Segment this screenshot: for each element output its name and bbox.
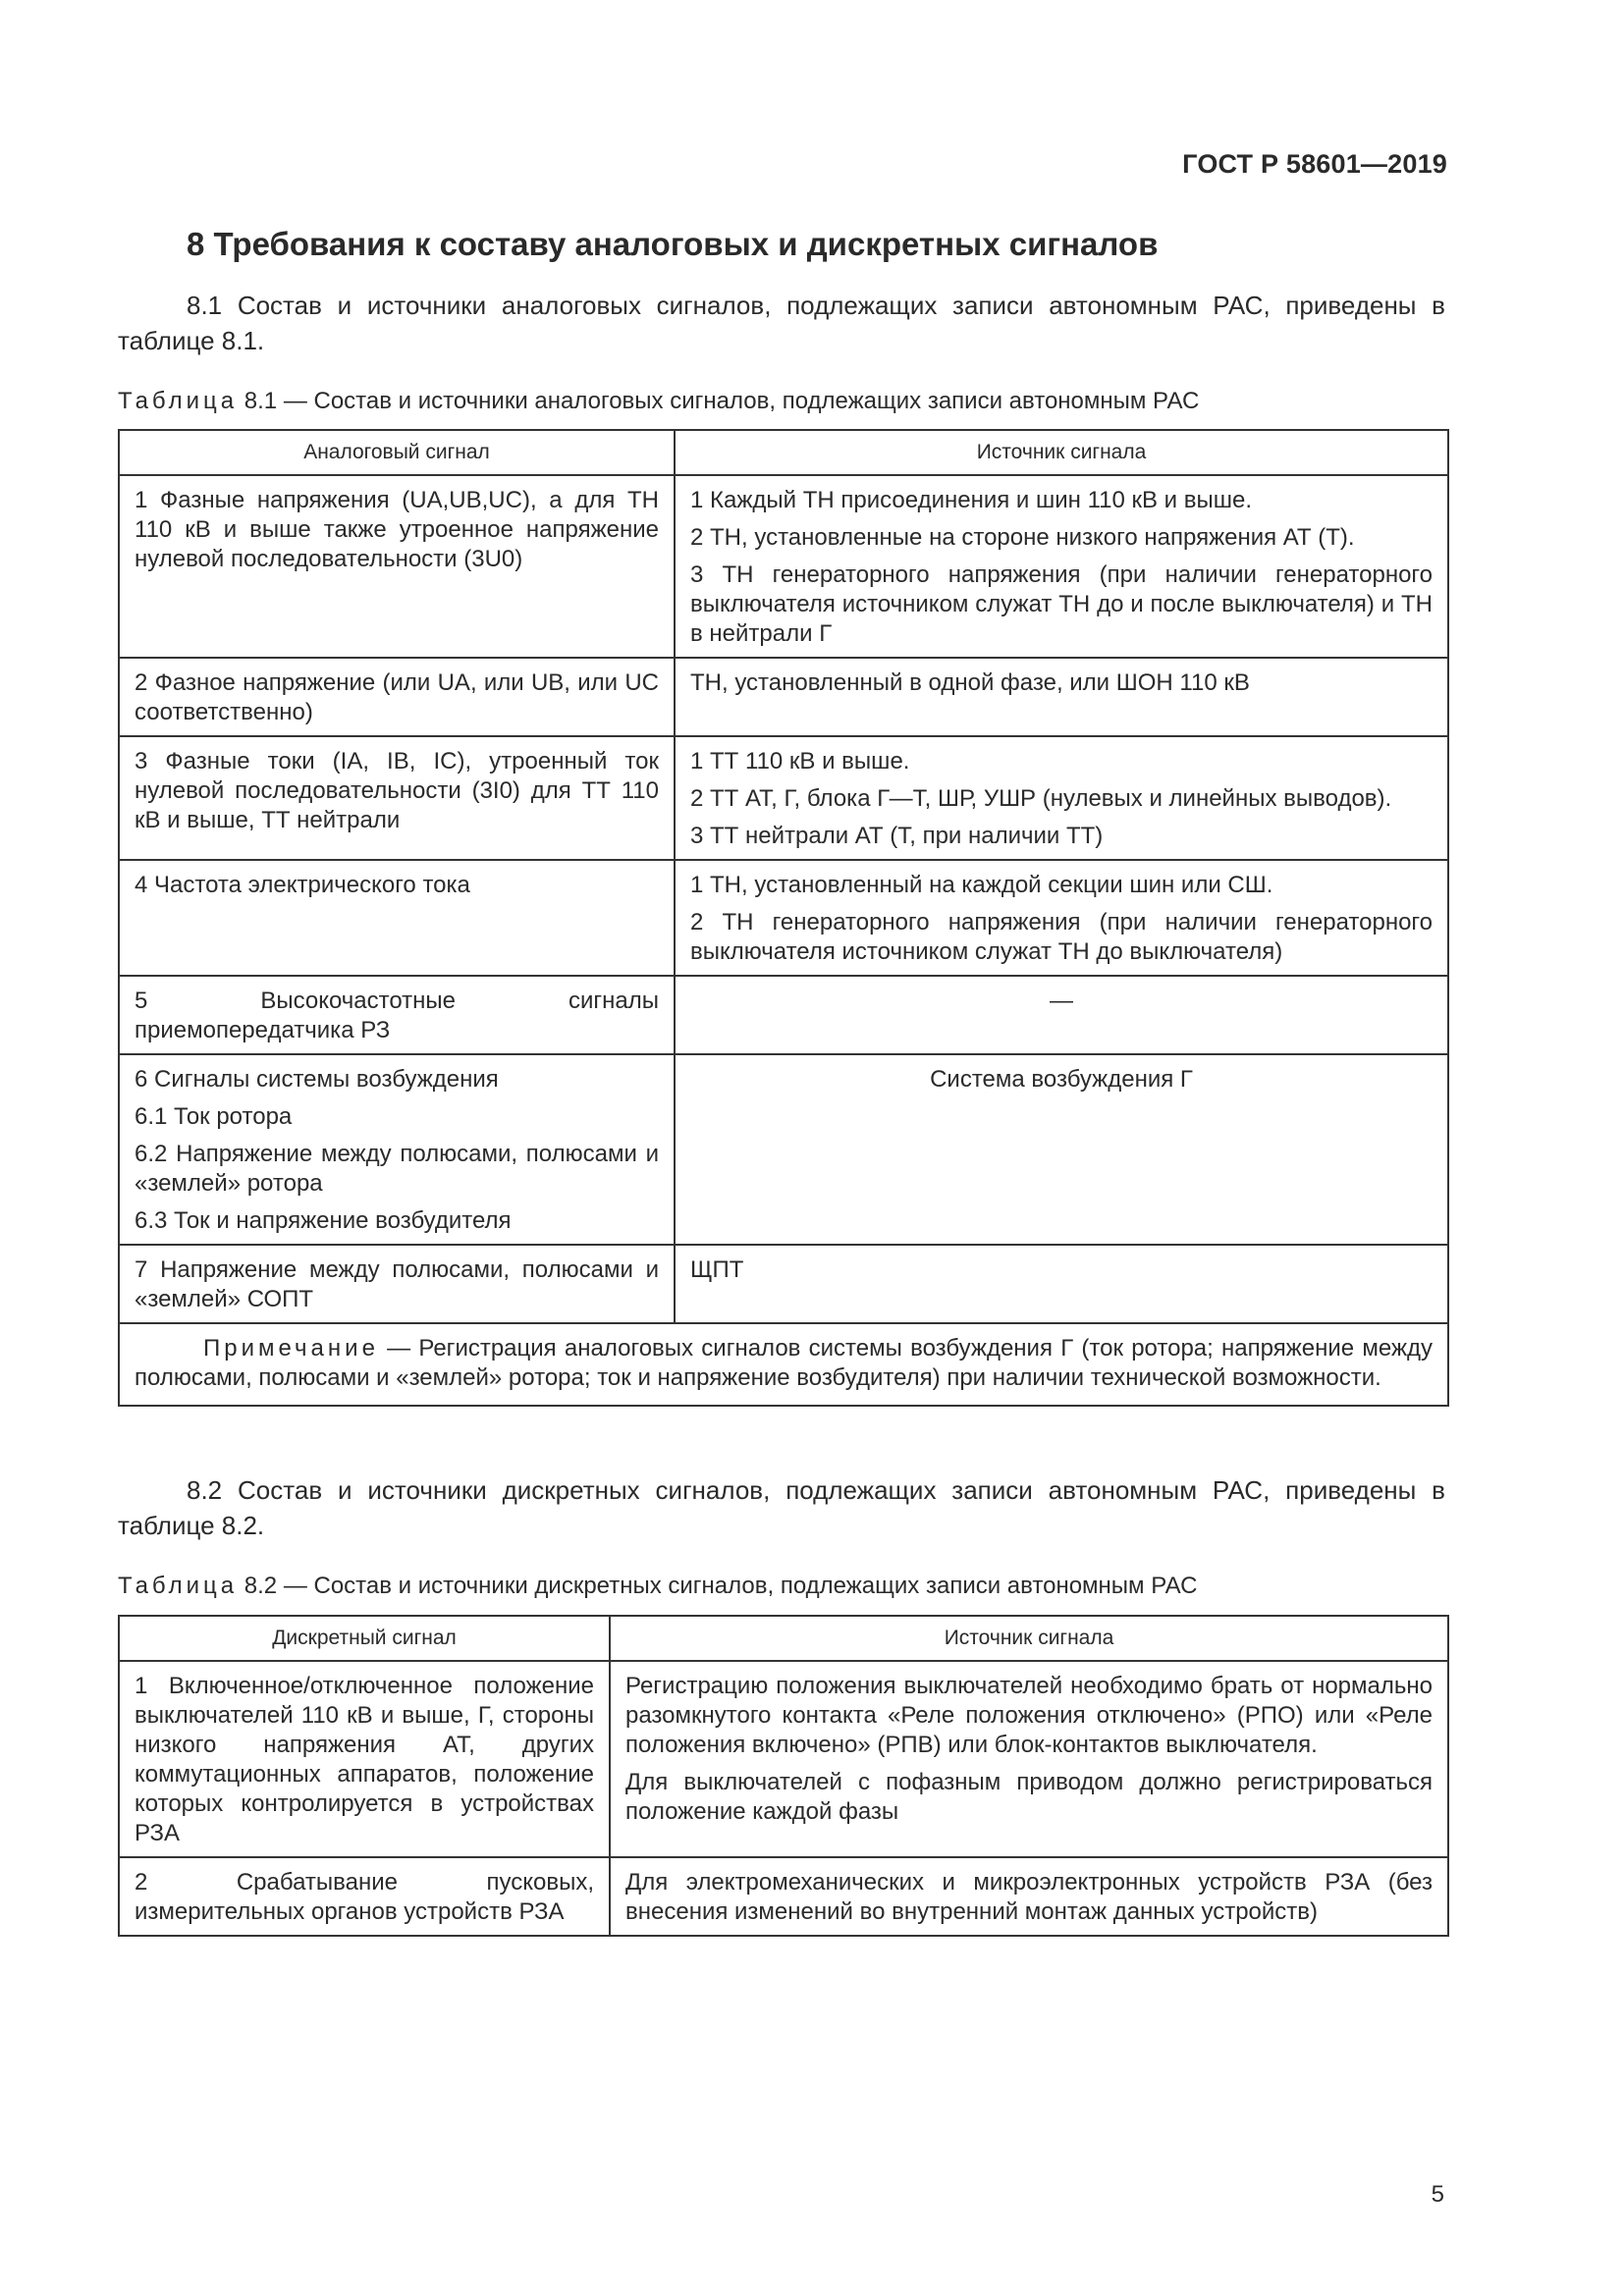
cell-text: 2 Срабатывание пусковых, измерительных органов устройств РЗА [135,1869,594,1925]
cell-text: 4 Частота электрического тока [135,872,470,898]
standard-code: ГОСТ Р 58601—2019 [1182,149,1447,179]
table-caption-text: 8.1 — Состав и источники аналоговых сигналов, подлежащих записи автономным РАС [244,388,1200,414]
cell-text: 6.1 Ток ротора [135,1103,293,1130]
signal-cell [119,976,675,1054]
table-8-1 [118,429,1449,1407]
cell-text: 5 Высокочастотные сигналы приемопередатчика РЗ [135,988,659,1043]
source-cell [675,1245,1448,1323]
cell-text: 1 Фазные напряжения (UA,UB,UC), а для ТН 110 кВ и выше также утроенное напряжение нулевой последовательности (3U0) [135,487,659,572]
cell-text: Для выключателей с пофазным приводом должно регистрироваться положение каждой фазы [625,1769,1433,1825]
table-row [119,860,1448,976]
source-cell [675,1054,1448,1245]
cell-text: 1 ТТ 110 кВ и выше. [690,748,910,774]
paragraph-8-2-text: 8.2 Состав и источники дискретных сигналов, подлежащих записи автономным РАС, приведены в таблице 8.2. [118,1475,1445,1540]
cell-text: 3 ТН генераторного напряжения (при наличии генераторного выключателя источником служат ТН до и после выключателя) и ТН в нейтрали Г [690,561,1433,647]
cell-text: 2 Фазное напряжение (или UA, или UB, или UC соответственно) [135,669,659,725]
cell-text: 7 Напряжение между полюсами, полюсами и «землей» СОПТ [135,1256,659,1312]
page-number: 5 [1431,2181,1444,2208]
cell-text: 3 ТТ нейтрали АТ (Т, при наличии ТТ) [690,823,1104,849]
column-header-signal: Аналоговый сигнал [119,430,675,475]
signal-cell [119,1661,610,1857]
source-cell [675,860,1448,976]
paragraph-8-2 [118,1472,1445,1543]
signal-cell [119,1054,675,1245]
cell-text: 6.3 Ток и напряжение возбудителя [135,1207,512,1234]
cell-text: 1 Включенное/отключенное положение выключателей 110 кВ и выше, Г, стороны низкого напряжения АТ, других коммутационных аппаратов, положение которых контролируется в устройствах РЗА [135,1673,594,1846]
column-header-source: Источник сигнала [675,430,1448,475]
source-cell [675,736,1448,860]
source-cell [610,1857,1448,1936]
table-row [119,658,1448,736]
table-row [119,1054,1448,1245]
cell-text: 2 ТТ АТ, Г, блока Г—Т, ШР, УШР (нулевых и линейных выводов). [690,785,1392,812]
signal-cell [119,1245,675,1323]
cell-text: 6 Сигналы системы возбуждения [135,1066,499,1093]
source-cell [610,1661,1448,1857]
cell-text: Регистрацию положения выключателей необходимо брать от нормально разомкнутого контакта «Реле положения отключено» (РПО) или «Реле положения включено» (РПВ) или блок-контактов выключателя. [625,1673,1433,1758]
table-caption-label: Таблица [118,1573,239,1599]
cell-text: Для электромеханических и микроэлектронных устройств РЗА (без внесения изменений во внутренний монтаж данных устройств) [625,1869,1433,1925]
cell-text: ТН, установленный в одной фазе, или ШОН 110 кВ [690,669,1250,696]
table-row [119,1857,1448,1936]
table-row [119,1245,1448,1323]
table-note [119,1323,1448,1406]
table-caption-label: Таблица [118,388,239,414]
signal-cell [119,658,675,736]
signal-cell [119,475,675,658]
table-header-row [119,430,1448,475]
note-text: — Регистрация аналоговых сигналов системы возбуждения Г (ток ротора; напряжение между полюсами, полюсами и «землей» ротора; ток и напряжение возбудителя) при наличии технической возможности. [135,1335,1433,1391]
cell-text: 3 Фазные токи (IA, IB, IC), утроенный ток нулевой последовательности (3I0) для ТТ 110 кВ и выше, ТТ нейтрали [135,748,659,833]
source-cell [675,976,1448,1054]
cell-text: ЩПТ [690,1256,744,1283]
signal-cell [119,1857,610,1936]
table-row [119,736,1448,860]
note-label: Примечание [203,1335,379,1362]
table-note-row [119,1323,1448,1406]
cell-text: 2 ТН генераторного напряжения (при наличии генераторного выключателя источником служат ТН до выключателя) [690,909,1433,965]
column-header-source: Источник сигнала [610,1616,1448,1661]
table-row [119,475,1448,658]
table-header-row [119,1616,1448,1661]
cell-text: 6.2 Напряжение между полюсами, полюсами и «землей» ротора [135,1141,659,1197]
table-8-1-caption [118,388,1199,415]
source-cell [675,658,1448,736]
cell-text: 1 Каждый ТН присоединения и шин 110 кВ и выше. [690,487,1253,513]
cell-text: 1 ТН, установленный на каждой секции шин или СШ. [690,872,1273,898]
signal-cell [119,860,675,976]
table-caption-text: 8.2 — Состав и источники дискретных сигналов, подлежащих записи автономным РАС [244,1573,1198,1599]
column-header-signal: Дискретный сигнал [119,1616,610,1661]
signal-cell [119,736,675,860]
paragraph-8-1 [118,288,1445,358]
table-8-2 [118,1615,1449,1937]
table-8-2-caption [118,1573,1197,1600]
source-cell [675,475,1448,658]
paragraph-8-1-text: 8.1 Состав и источники аналоговых сигналов, подлежащих записи автономным РАС, приведены в таблице 8.1. [118,291,1445,355]
cell-text: 2 ТН, установленные на стороне низкого напряжения АТ (Т). [690,524,1355,551]
cell-text: — [1050,988,1073,1014]
section-title: 8 Требования к составу аналоговых и дискретных сигналов [187,226,1159,262]
table-row [119,976,1448,1054]
table-row [119,1661,1448,1857]
cell-text: Система возбуждения Г [930,1066,1193,1093]
